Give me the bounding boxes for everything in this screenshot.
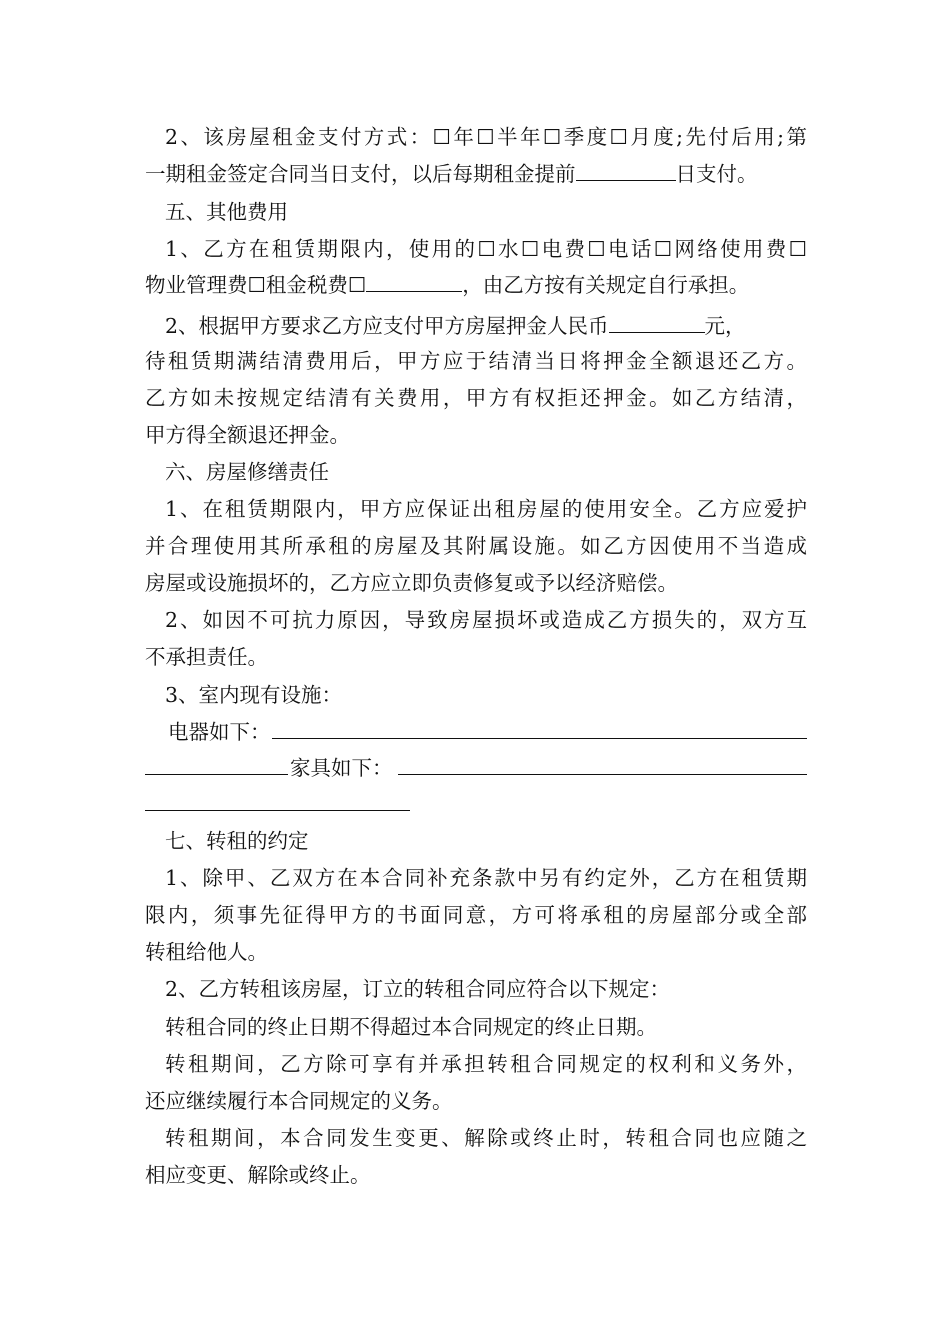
sublease-term-line: 转租合同的终止日期不得超过本合同规定的终止日期。 <box>165 1015 657 1039</box>
appliances-blank-continued <box>145 774 288 775</box>
sublease-rules-line: 2、乙方转租该房屋，订立的转租合同应符合以下规定： <box>165 977 671 1001</box>
sublease-obligations-line: 还应继续履行本合同规定的义务。 <box>145 1089 453 1113</box>
furniture-blank <box>398 774 807 775</box>
sublease-change-line: 转租期间，本合同发生变更、解除或终止时，转租合同也应随之 <box>165 1126 807 1150</box>
section-seven-heading: 七、转租的约定 <box>165 829 309 853</box>
payment-method-line: 2、该房屋租金支付方式：☐年☐半年☐季度☐月度;先付后用;第 <box>165 125 807 149</box>
deposit-amount-blank <box>609 312 705 333</box>
furniture-blank-continued <box>145 810 410 811</box>
deposit-refund-line: 待租赁期满结清费用后，甲方应于结清当日将押金全额退还乙方。 <box>145 349 807 373</box>
section-six-heading: 六、房屋修缮责任 <box>165 460 329 484</box>
sublease-line-1: 1、除甲、乙双方在本合同补充条款中另有约定外，乙方在租赁期 <box>165 866 807 890</box>
appliances-label: 电器如下： <box>168 720 271 744</box>
advance-days-blank <box>576 160 676 181</box>
other-fee-blank <box>366 271 462 292</box>
repair-line-1: 1、在租赁期限内，甲方应保证出租房屋的使用安全。乙方应爱护 <box>165 497 807 521</box>
furniture-label: 家具如下： <box>290 756 393 780</box>
appliances-blank <box>272 738 807 739</box>
sublease-rights-line: 转租期间，乙方除可享有并承担转租合同规定的权利和义务外， <box>165 1052 807 1076</box>
section-five-heading: 五、其他费用 <box>165 200 288 224</box>
sublease-change-end-line: 相应变更、解除或终止。 <box>145 1163 371 1187</box>
repair-line-2: 并合理使用其所承租的房屋及其附属设施。如乙方因使用不当造成 <box>145 534 807 558</box>
deposit-refusal-line: 乙方如未按规定结清有关费用，甲方有权拒还押金。如乙方结清， <box>145 386 807 410</box>
existing-facilities-line: 3、室内现有设施： <box>165 683 343 707</box>
payment-schedule-line: 一期租金签定合同当日支付，以后每期租金提前 日支付。 <box>145 162 758 186</box>
deposit-return-line: 甲方得全额退还押金。 <box>145 423 350 447</box>
force-majeure-line: 2、如因不可抗力原因，导致房屋损坏或造成乙方损失的，双方互 <box>165 608 807 632</box>
repair-line-3: 房屋或设施损坏的，乙方应立即负责修复或予以经济赔偿。 <box>145 571 678 595</box>
deposit-line: 2、根据甲方要求乙方应支付甲方房屋押金人民币 元， <box>165 314 746 338</box>
utilities-line: 1、乙方在租赁期限内，使用的☐水☐电费☐电话☐网络使用费☐ <box>165 237 807 261</box>
sublease-line-2: 限内，须事先征得甲方的书面同意，方可将承租的房屋部分或全部 <box>145 903 807 927</box>
force-majeure-end-line: 不承担责任。 <box>145 645 268 669</box>
sublease-line-3: 转租给他人。 <box>145 940 268 964</box>
other-fees-line: 物业管理费☐租金税费☐ ，由乙方按有关规定自行承担。 <box>145 273 750 297</box>
